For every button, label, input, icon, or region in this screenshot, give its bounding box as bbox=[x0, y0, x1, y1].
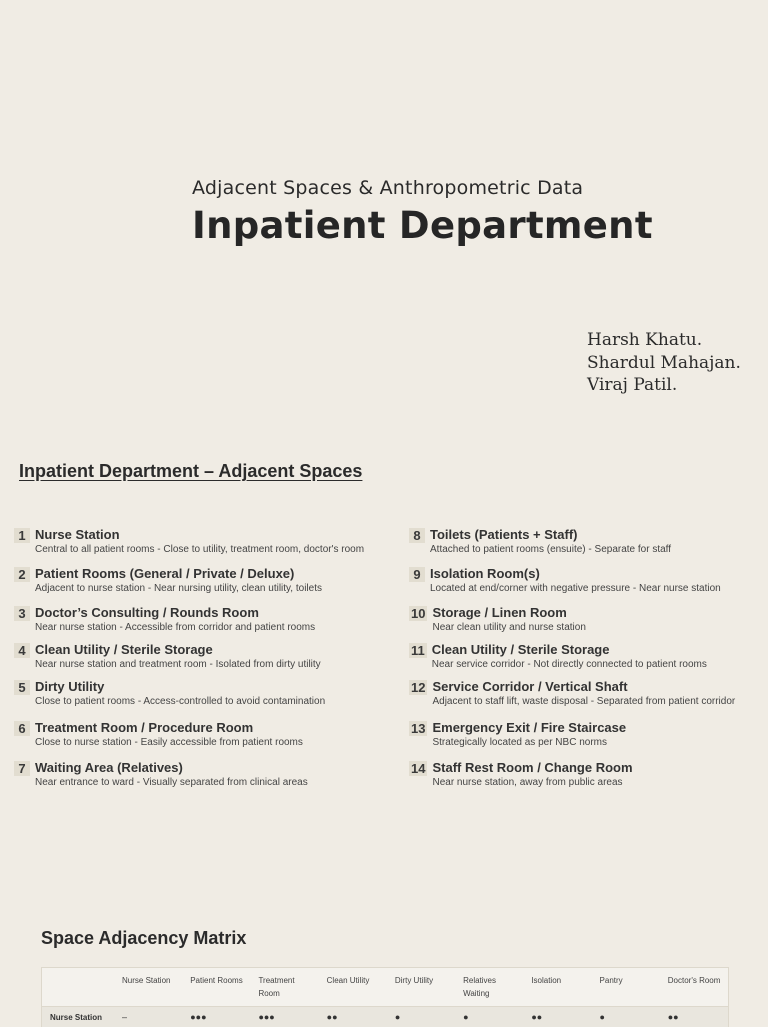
matrix-column-header: Patient Rooms bbox=[182, 968, 250, 1007]
matrix-column-header: Dirty Utility bbox=[387, 968, 455, 1007]
space-name: Treatment Room / Procedure Room bbox=[35, 720, 303, 736]
matrix-cell: ● bbox=[455, 1007, 523, 1027]
matrix-column-header: Doctor's Room bbox=[660, 968, 728, 1007]
space-number: 5 bbox=[14, 680, 30, 695]
author-name: Viraj Patil. bbox=[587, 374, 741, 397]
space-number: 3 bbox=[14, 606, 30, 621]
space-name: Clean Utility / Sterile Storage bbox=[35, 642, 321, 658]
section-heading: Inpatient Department – Adjacent Spaces bbox=[19, 461, 362, 482]
space-item bbox=[14, 760, 308, 789]
space-name: Waiting Area (Relatives) bbox=[35, 760, 308, 776]
space-name: Service Corridor / Vertical Shaft bbox=[432, 679, 735, 695]
space-description: Close to nurse station - Easily accessible from patient rooms bbox=[35, 736, 303, 749]
space-item bbox=[409, 679, 735, 708]
space-description: Adjacent to staff lift, waste disposal - Separated from patient corridor bbox=[432, 695, 735, 708]
space-item bbox=[14, 566, 322, 595]
space-number: 13 bbox=[409, 721, 427, 736]
space-item bbox=[14, 527, 364, 556]
space-description: Near nurse station and treatment room - Isolated from dirty utility bbox=[35, 658, 321, 671]
matrix-row-header: Nurse Station bbox=[42, 1007, 114, 1027]
matrix-cell: ●●● bbox=[250, 1007, 318, 1027]
space-number: 11 bbox=[409, 643, 427, 658]
space-name: Staff Rest Room / Change Room bbox=[432, 760, 632, 776]
space-name: Isolation Room(s) bbox=[430, 566, 721, 582]
space-number: 12 bbox=[409, 680, 427, 695]
matrix-cell: – bbox=[114, 1007, 182, 1027]
matrix-column-header: Clean Utility bbox=[319, 968, 387, 1007]
space-number: 6 bbox=[14, 721, 30, 736]
space-description: Near nurse station, away from public areas bbox=[432, 776, 632, 789]
matrix-column-header: Nurse Station bbox=[114, 968, 182, 1007]
space-number: 10 bbox=[409, 606, 427, 621]
space-item bbox=[14, 605, 315, 634]
matrix-cell: ●● bbox=[523, 1007, 591, 1027]
space-name: Clean Utility / Sterile Storage bbox=[432, 642, 707, 658]
matrix-cell: ●● bbox=[660, 1007, 728, 1027]
matrix-corner-cell bbox=[42, 968, 114, 1007]
space-number: 7 bbox=[14, 761, 30, 776]
space-item bbox=[409, 566, 721, 595]
space-number: 14 bbox=[409, 761, 427, 776]
matrix-cell: ● bbox=[387, 1007, 455, 1027]
author-name: Shardul Mahajan. bbox=[587, 352, 741, 375]
matrix-column-header: Isolation bbox=[523, 968, 591, 1007]
space-name: Toilets (Patients + Staff) bbox=[430, 527, 671, 543]
space-item bbox=[14, 642, 321, 671]
matrix-cell: ●●● bbox=[182, 1007, 250, 1027]
space-name: Patient Rooms (General / Private / Deluxe) bbox=[35, 566, 322, 582]
adjacency-table bbox=[42, 968, 728, 1027]
author-list bbox=[587, 329, 741, 397]
matrix-column-header: Treatment Room bbox=[250, 968, 318, 1007]
space-description: Strategically located as per NBC norms bbox=[432, 736, 626, 749]
adjacency-matrix bbox=[41, 967, 729, 1027]
space-name: Emergency Exit / Fire Staircase bbox=[432, 720, 626, 736]
author-name: Harsh Khatu. bbox=[587, 329, 741, 352]
space-item bbox=[409, 760, 633, 789]
space-name: Nurse Station bbox=[35, 527, 364, 543]
space-number: 1 bbox=[14, 528, 30, 543]
matrix-cell: ● bbox=[592, 1007, 660, 1027]
matrix-column-header: Relatives Waiting bbox=[455, 968, 523, 1007]
cover-title: Inpatient Department bbox=[192, 204, 653, 247]
space-item bbox=[409, 527, 671, 556]
space-item bbox=[14, 720, 303, 749]
space-description: Near entrance to ward - Visually separated from clinical areas bbox=[35, 776, 308, 789]
matrix-column-header: Pantry bbox=[592, 968, 660, 1007]
space-name: Dirty Utility bbox=[35, 679, 325, 695]
space-description: Central to all patient rooms - Close to utility, treatment room, doctor's room bbox=[35, 543, 364, 556]
space-description: Near nurse station - Accessible from corridor and patient rooms bbox=[35, 621, 315, 634]
matrix-cell: ●● bbox=[319, 1007, 387, 1027]
space-description: Near service corridor - Not directly connected to patient rooms bbox=[432, 658, 707, 671]
space-number: 8 bbox=[409, 528, 425, 543]
space-description: Located at end/corner with negative pressure - Near nurse station bbox=[430, 582, 721, 595]
space-number: 9 bbox=[409, 567, 425, 582]
space-number: 2 bbox=[14, 567, 30, 582]
matrix-header-row bbox=[42, 968, 728, 1007]
cover-subtitle: Adjacent Spaces & Anthropometric Data bbox=[192, 177, 583, 199]
space-item bbox=[409, 642, 707, 671]
space-description: Attached to patient rooms (ensuite) - Separate for staff bbox=[430, 543, 671, 556]
space-description: Close to patient rooms - Access-controlled to avoid contamination bbox=[35, 695, 325, 708]
space-name: Doctor’s Consulting / Rounds Room bbox=[35, 605, 315, 621]
matrix-heading: Space Adjacency Matrix bbox=[41, 928, 246, 949]
space-item bbox=[14, 679, 325, 708]
space-number: 4 bbox=[14, 643, 30, 658]
space-item bbox=[409, 605, 586, 634]
space-name: Storage / Linen Room bbox=[432, 605, 585, 621]
space-description: Adjacent to nurse station - Near nursing utility, clean utility, toilets bbox=[35, 582, 322, 595]
space-description: Near clean utility and nurse station bbox=[432, 621, 585, 634]
space-item bbox=[409, 720, 626, 749]
